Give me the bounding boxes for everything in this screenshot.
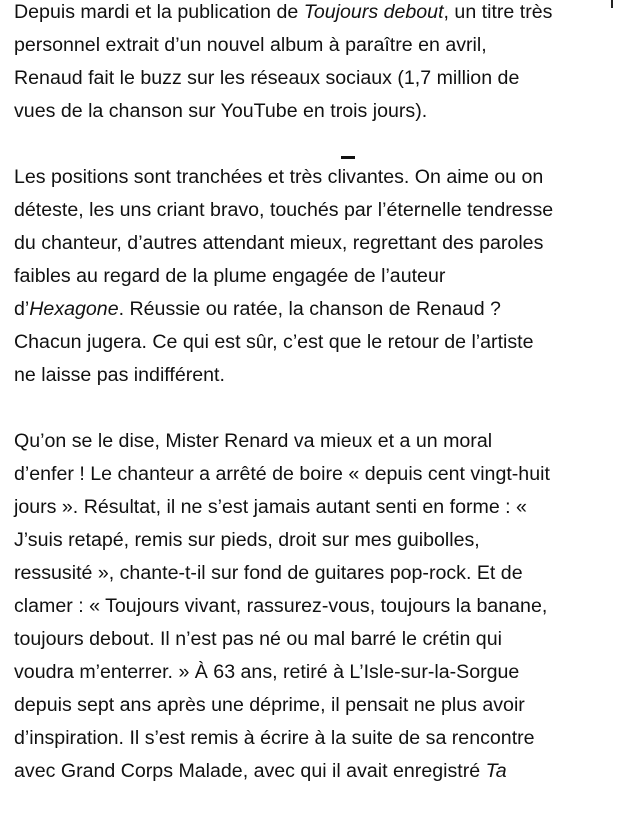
text-line: personnel extrait d’un nouvel album à paraître en avril, (14, 34, 487, 56)
text-line: depuis sept ans après une déprime, il pensait ne plus avoir (14, 694, 525, 716)
text-line: Les positions sont tranchées et très clivantes. On aime ou on (14, 166, 544, 188)
text-line (14, 0, 612, 29)
text-line: J’suis retapé, remis sur pieds, droit sur mes guibolles, (14, 529, 480, 551)
text-line: faibles au regard de la plume engagée de l’auteur (14, 265, 446, 287)
text-line: toujours debout. Il n’est pas né ou mal barré le crétin qui (14, 628, 502, 650)
text-line: jours ». Résultat, il ne s’est jamais autant senti en forme : « (14, 496, 527, 518)
text-run: . Réussie ou ratée, la chanson de Renaud ? (118, 298, 501, 320)
song-title-toujours-debout: Toujours debout (303, 1, 444, 23)
text-line: voudra m’enterrer. » À 63 ans, retiré à L’Isle-sur-la-Sorgue (14, 661, 520, 683)
text-line (14, 293, 612, 326)
paragraph-2 (14, 161, 612, 392)
text-line: ne laisse pas indifférent. (14, 364, 225, 386)
text-run: Depuis mardi et la publication de (14, 1, 304, 23)
text-cursor-mark (341, 156, 355, 159)
text-run: d’ (14, 298, 30, 320)
article-body (14, 0, 612, 821)
text-line: Chacun jugera. Ce qui est sûr, c’est que le retour de l’artiste (14, 331, 534, 353)
text-line: ressusité », chante-t-il sur fond de guitares pop-rock. Et de (14, 562, 523, 584)
paragraph-3 (14, 425, 612, 788)
text-line: d’enfer ! Le chanteur a arrêté de boire « depuis cent vingt-huit (14, 463, 550, 485)
text-line: Qu’on se le dise, Mister Renard va mieux et a un moral (14, 430, 493, 452)
text-line: d’inspiration. Il s’est remis à écrire à la suite de sa rencontre (14, 727, 535, 749)
text-line: du chanteur, d’autres attendant mieux, regrettant des paroles (14, 232, 544, 254)
song-title-ta: Ta (485, 760, 507, 782)
text-line (14, 755, 612, 788)
text-line: déteste, les uns criant bravo, touchés par l’éternelle tendresse (14, 199, 554, 221)
text-line: clamer : « Toujours vivant, rassurez-vous, toujours la banane, (14, 595, 548, 617)
text-line: vues de la chanson sur YouTube en trois jours). (14, 100, 428, 122)
text-line: Renaud fait le buzz sur les réseaux sociaux (1,7 million de (14, 67, 520, 89)
text-run: , un titre très (443, 1, 553, 23)
paragraph-1 (14, 0, 612, 128)
text-run: avec Grand Corps Malade, avec qui il avait enregistré (14, 760, 486, 782)
scroll-edge-mark (611, 0, 613, 8)
album-title-hexagone: Hexagone (29, 298, 119, 320)
